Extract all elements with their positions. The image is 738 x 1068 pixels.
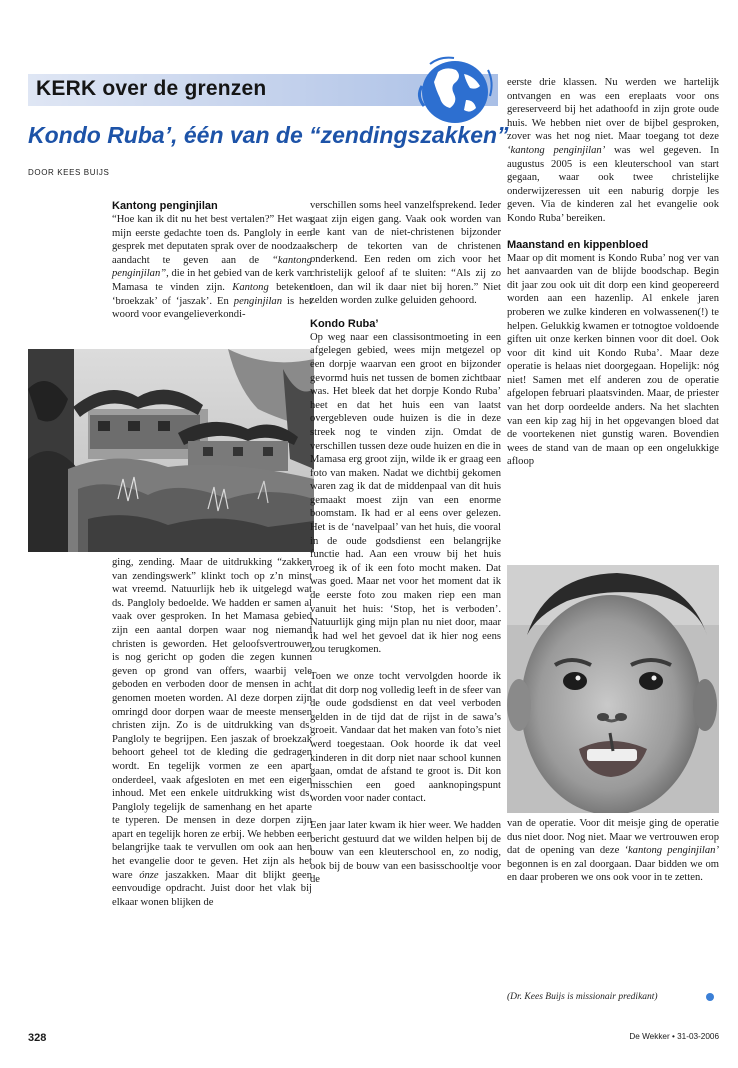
paragraph: Op weg naar een classisontmoeting in een afgelegen gebied, wees mijn metgezel op een dorpje waarvan een groot en bijzonder gevormd huis net tussen de bomen zichtbaar was. Het bleek dat het dorpje Kondo Ruba’ heet en dat het huis een van laatst overgebleven oude huizen is die in deze streek nog te vinden zijn. Omdat de verschillen tussen deze oude huizen en die in Mamasa erg groot zijn, wilde ik er graag een foto van maken. Nadat we dichtbij gekomen waren zag ik dat de middenpaal van dit huis gemaakt moest zijn van een enorme boomstam. Ik had er al eens over gelezen. Het is de ‘navelpaal’ van het huis, die vooral in de oude godsdienst een belangrijke functie had. Aan een vrouw bij het huis vroeg ik of ik een foto mocht maken. Dat was goed. Maar net voor het moment dat ik de eerste foto zou maken riep een man vanuit het huis: ‘Stop, het is verboden’. Natuurlijk ging mijn plan nu niet door, maar ik had wel het gevoel dat ik hier nog eens zou terugkomen. — [310, 331, 501, 656]
column-1-top — [112, 199, 312, 322]
author-credit: (Dr. Kees Buijs is missionair predikant) — [507, 992, 658, 1002]
paragraph: verschillen soms heel vanzelfsprekend. Ieder gaat zijn eigen gang. Vaak ook worden van de kant van de niet-christenen bijzonder scherp de tekorten van de christenen onderkend. Een reden om zich voor het christelijk geloof af te sluiten: “Als zij zo doen, dan wil ik daar niet bij horen.” Niet zelden worden zulke geluiden gehoord. — [310, 200, 501, 307]
paragraph: eerste drie klassen. Nu werden we hartelijk ontvangen en was een ereplaats voor ons gereserveerd bij het adathoofd in zijn grote oude huis. We hebben niet over de bijbel gesproken, zover was het nog niet. Maar toegang tot deze ‘kantong penginjilan’ was wel gegeven. In augustus 2005 is een kleuterschool van start gegaan, waar ook twee christelijke onderwijzeressen uit een naburig dorpje les geven. Via de kinderen zal het evangelie ook Kondo Ruba’ bereiken. — [507, 77, 719, 224]
publication-footer: De Wekker • 31-03-2006 — [629, 1032, 719, 1041]
child-portrait-photo — [507, 565, 719, 813]
section-title: KERK over de grenzen — [36, 77, 267, 100]
column-3-top — [507, 76, 719, 469]
column-1-bottom — [112, 556, 312, 909]
page-number: 328 — [28, 1032, 47, 1044]
paragraph: “Hoe kan ik dit nu het best vertalen?” Het was mijn eerste gedachte toen ds. Pangloly in een gesprek met deputaten sprak over de noodzaak aandacht te geven aan de “kantong penginjilan”, die in het gebied van de kerk van Mamasa te vinden zijn. Kantong betekent ‘broekzak’ of ‘jaszak’. En penginjilan is het woord voor evangelieverkondi- — [112, 214, 312, 321]
byline-author: KEES BUIJS — [57, 168, 110, 177]
paragraph: Toen we onze tocht vervolgden hoorde ik dat dit dorp nog volledig leeft in de sfeer van de oude godsdienst en dat veel verboden gelden in de tijd dat de rijst in de sawa’s groeit. Vandaar dat het maken van foto’s niet werd toegestaan. Ook hoorde ik dat veel kinderen in dit dorp niet naar school kunnen gaan, omdat de afstand te groot is. Dit kon misschien een goed aanknopingspunt worden voor nader contact. — [310, 671, 501, 805]
byline-prefix: DOOR — [28, 168, 55, 177]
paragraph: Een jaar later kwam ik hier weer. We hadden bericht gestuurd dat we wilden helpen bij de bouw van een kleuterschool en, zo nodig, ook bij de bouw van een basisschooltje voor de — [310, 819, 501, 886]
paragraph: Maar op dit moment is Kondo Ruba’ nog ver van het aanvaarden van de blijde boodschap. Begin dit jaar zou ook uit dit dorp een kind geopereerd worden aan een hazenlip. Al enkele jaren proberen we zulke kinderen en volwassenen(!) te helpen. Gelukkig kwamen er totnogtoe voldoende giften uit onze kerken binnen voor dit doel. Ook voor dit kind uit Kondo Ruba’. Maar deze operatie is helaas niet doorgegaan. Hopelijk: nóg niet! Samen met elf anderen zou de operatie afgelopen februari plaatsvinden. Maar, de priester van het dorp oordeelde anders. Na het slachten van een kip zag hij in het opgevangen bloed dat de voortekenen niet gunstig waren. Bovendien wees de stand van de maan op een ongelukkige afloop — [507, 252, 719, 468]
column-2 — [310, 199, 501, 887]
paragraph: ging, zending. Maar de uitdrukking “zakken van zendingswerk” klinkt toch op z’n minst wat vreemd. Natuurlijk heb ik uitgelegd wat ds. Pangloly bedoelde. We hadden er samen al vaak over gesproken. In het Mamasa gebied zijn een aantal dorpen waar nog niemand christen is geworden. Het geloofsvertrouwen is nog gericht op goden die zegen kunnen geven op grond van offers, waarbij vele geboden en verboden door de mensen in acht genomen moeten worden. Al deze dorpen zijn omringd door dorpen waar de meeste mensen christen zijn. Zo is de uitdrukking van ds. Pangloly te begrijpen. Een jaszak of broekzak behoort geheel tot de kleding die gedragen wordt. En tegelijk vormen ze een apart onderdeel, vaak afgesloten en met een eigen inhoud. Met een enkele uitdrukking wist ds. Pangloly tegelijk de samenhang en het aparte te typeren. De mensen in deze dorpen zijn apart en tegelijk horen ze erbij. We hebben een belangrijke taak te vervullen om ook aan hen het evangelie door te geven. Het zijn als het ware ónze jaszakken. Maar dit blijkt geen eenvoudige opdracht. Juist door het vlak bij elkaar wonen blijken de — [112, 557, 312, 908]
subheading-kantong: Kantong penginjilan — [112, 200, 218, 212]
article-headline: Kondo Ruba’, één van de “zendingszakken” — [28, 122, 509, 148]
subheading-maanstand: Maanstand en kippenbloed — [507, 238, 649, 251]
globe-icon — [410, 52, 496, 130]
subheading-kondo-ruba: Kondo Ruba’ — [310, 317, 379, 330]
paragraph: van de operatie. Voor dit meisje ging de operatie dus niet door. Nog niet. Maar we vertrouwen erop dat de opening van deze ‘kantong penginjilan’ begonnen is en zal doorgaan. Daar bidden we om en daar proberen we ons ook voor in te zetten. — [507, 818, 719, 884]
end-bullet-icon — [706, 993, 714, 1001]
village-houses-photo — [28, 349, 314, 552]
column-3-bottom — [507, 817, 719, 885]
byline — [28, 168, 109, 177]
